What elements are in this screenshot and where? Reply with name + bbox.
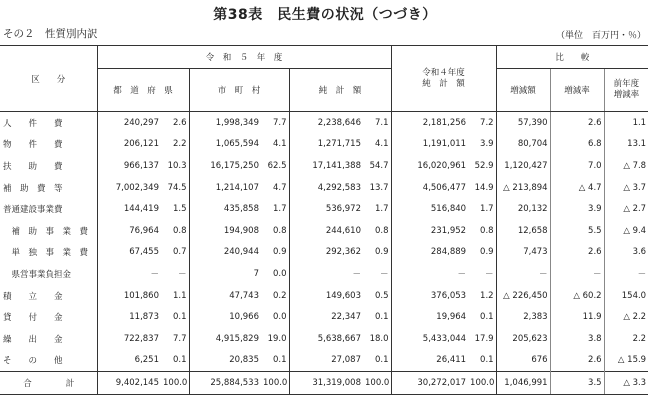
- cell-rate: 3.9: [550, 198, 604, 220]
- table-body: [0, 112, 648, 395]
- cell-net: 31,319,008: [289, 372, 363, 395]
- cell-muni-pct: 19.0: [261, 328, 289, 350]
- cell-r4-pct: 14.9: [468, 177, 496, 199]
- cell-r4-pct: 1.7: [468, 198, 496, 220]
- cell-r4-pct: 100.0: [468, 372, 496, 395]
- cell-diff: 676: [496, 350, 550, 372]
- cell-net-pct: 4.1: [363, 134, 391, 156]
- cell-net: 4,292,583: [317, 182, 361, 193]
- cell-rate: 11.9: [550, 306, 604, 328]
- cell-pref: 6,251: [134, 355, 159, 366]
- cell-diff: 57,390: [496, 112, 550, 134]
- cell-net-pct: 1.7: [363, 198, 391, 220]
- cell-pref: 101,860: [123, 290, 159, 301]
- cell-r4-pct: 52.9: [468, 155, 496, 177]
- cell-prev: 3.6: [632, 247, 647, 258]
- cell-r4-pct: 0.8: [468, 220, 496, 242]
- cell-pref-pct: 10.3: [161, 155, 189, 177]
- cell-muni-pct: 1.7: [261, 198, 289, 220]
- cell-rate: 7.0: [550, 155, 604, 177]
- cell-muni: 16,175,250: [210, 160, 259, 171]
- cell-prev: △ 15.9: [617, 355, 647, 366]
- cell-net: 149,603: [325, 290, 361, 301]
- cell-pref: 11,873: [129, 312, 159, 323]
- cell-diff: －: [496, 263, 550, 285]
- cell-pref-pct: 7.7: [161, 328, 189, 350]
- cell-net: 17,141,388: [312, 160, 361, 171]
- row-label: 補 助 費 等: [0, 177, 97, 199]
- cell-net-pct: 100.0: [363, 372, 391, 395]
- cell-muni: 10,966: [229, 312, 259, 323]
- cell-r4: 4,506,477: [422, 182, 467, 193]
- row-label: 人 件 費: [0, 112, 97, 134]
- cell-net: 536,972: [325, 204, 361, 215]
- cell-diff: 7,473: [496, 242, 550, 264]
- cell-muni: 240,944: [223, 247, 259, 258]
- cell-net: 5,638,667: [317, 333, 361, 344]
- cell-muni: 4,915,829: [215, 333, 259, 344]
- cell-r4-pct: －: [468, 263, 496, 285]
- cell-r4-pct: 3.9: [468, 134, 496, 156]
- cell-diff: 1,046,991: [496, 372, 550, 395]
- row-label: 県営事業負担金: [0, 263, 97, 285]
- table-row: [0, 285, 648, 307]
- cell-pref: 966,137: [123, 160, 159, 171]
- cell-pref: 144,419: [123, 204, 159, 215]
- cell-net-pct: 0.8: [363, 220, 391, 242]
- cell-muni-pct: 0.1: [261, 350, 289, 372]
- cell-net-pct: －: [363, 263, 391, 285]
- cell-r4: 26,411: [436, 355, 467, 366]
- table-title: 第38表 民生費の状況（つづき）: [213, 7, 437, 23]
- table-row: [0, 134, 648, 156]
- cell-net: 244,610: [325, 225, 361, 236]
- header-municipalities: 市 町 村: [189, 69, 289, 112]
- table-row: [0, 155, 648, 177]
- cell-muni: 25,884,533: [189, 372, 261, 395]
- cell-rate: －: [550, 263, 604, 285]
- cell-net: 2,238,646: [317, 117, 361, 128]
- cell-pref-pct: 2.6: [161, 112, 189, 134]
- cell-net-pct: 13.7: [363, 177, 391, 199]
- table-row: [0, 328, 648, 350]
- cell-pref: 7,002,349: [115, 182, 159, 193]
- cell-r4: 19,964: [436, 312, 467, 323]
- header-prev-rate-line1: 前年度: [613, 79, 640, 89]
- cell-prev: 2.2: [632, 333, 647, 344]
- row-label: 扶 助 費: [0, 155, 97, 177]
- cell-net-pct: 0.1: [363, 350, 391, 372]
- cell-muni: 47,743: [229, 290, 259, 301]
- cell-rate: △ 4.7: [550, 177, 604, 199]
- cell-r4: 16,020,961: [417, 160, 467, 171]
- header-r4-line2: 純 計 額: [422, 78, 465, 89]
- cell-prev: 1.1: [632, 117, 647, 128]
- cell-pref-pct: 2.2: [161, 134, 189, 156]
- row-label: 普通建設事業費: [0, 198, 97, 220]
- row-label: 物 件 費: [0, 134, 97, 156]
- cell-pref: 9,402,145: [97, 372, 161, 395]
- cell-net: －: [352, 269, 361, 280]
- header-comparison: 比 較: [496, 46, 648, 69]
- cell-pref: 67,455: [129, 247, 159, 258]
- row-label: 単 独 事 業 費: [0, 242, 97, 264]
- cell-pref: 206,121: [123, 139, 159, 150]
- header-r4-line1: 令和４年度: [422, 67, 465, 78]
- cell-muni-pct: 0.2: [261, 285, 289, 307]
- cell-rate: 2.6: [550, 242, 604, 264]
- row-label: 補 助 事 業 費: [0, 220, 97, 242]
- cell-muni-pct: 0.0: [261, 263, 289, 285]
- table-row: [0, 198, 648, 220]
- cell-r4: 1,191,011: [422, 139, 467, 150]
- cell-pref-pct: 1.1: [161, 285, 189, 307]
- cell-r4-pct: 0.9: [468, 242, 496, 264]
- cell-r4-pct: 0.1: [468, 350, 496, 372]
- cell-r4: 231,952: [430, 225, 467, 236]
- row-label: そ の 他: [0, 350, 97, 372]
- cell-r4: －: [457, 269, 467, 280]
- cell-net-pct: 0.9: [363, 242, 391, 264]
- cell-r4-pct: 7.2: [468, 112, 496, 134]
- header-prev-rate: [604, 69, 648, 112]
- table-row: [0, 177, 648, 199]
- cell-r4: 284,889: [430, 247, 467, 258]
- cell-muni-pct: 4.7: [261, 177, 289, 199]
- cell-rate: 5.5: [550, 220, 604, 242]
- cell-pref: 240,297: [123, 117, 159, 128]
- cell-r4: 2,181,256: [422, 117, 467, 128]
- row-label: 繰 出 金: [0, 328, 97, 350]
- table-row: [0, 112, 648, 134]
- cell-diff: 80,704: [496, 134, 550, 156]
- cell-net-pct: 54.7: [363, 155, 391, 177]
- cell-muni-pct: 0.9: [261, 242, 289, 264]
- cell-r4: 5,433,044: [422, 333, 467, 344]
- cell-net: 1,271,715: [317, 139, 361, 150]
- cell-r4-pct: 0.1: [468, 306, 496, 328]
- cell-prev: △ 3.7: [623, 182, 647, 193]
- cell-net: 292,362: [325, 247, 361, 258]
- row-label: 貸 付 金: [0, 306, 97, 328]
- expenditure-table: [0, 45, 648, 395]
- unit-note: （単位 百万円・％）: [555, 31, 646, 41]
- cell-net: 22,347: [331, 312, 361, 323]
- table-row: [0, 220, 648, 242]
- table-row: [0, 263, 648, 285]
- table-row: [0, 306, 648, 328]
- cell-pref-pct: 74.5: [161, 177, 189, 199]
- header-change-rate: 増減率: [550, 69, 604, 112]
- total-label: 合 計: [0, 372, 97, 395]
- cell-r4: 376,053: [430, 290, 467, 301]
- header-prev-rate-line2: 増減率: [613, 90, 640, 100]
- cell-diff: 2,383: [496, 306, 550, 328]
- cell-muni-pct: 0.0: [261, 306, 289, 328]
- cell-prev: －: [637, 269, 647, 280]
- cell-diff: 205,623: [496, 328, 550, 350]
- cell-pref: －: [150, 269, 159, 280]
- cell-pref-pct: 0.7: [161, 242, 189, 264]
- table-row: [0, 350, 648, 372]
- cell-muni: 7: [253, 268, 259, 279]
- table-row: [0, 242, 648, 264]
- cell-r4: 30,272,017: [391, 372, 468, 395]
- cell-muni-pct: 7.7: [261, 112, 289, 134]
- cell-net-pct: 0.1: [363, 306, 391, 328]
- cell-prev: △ 7.8: [623, 160, 647, 171]
- cell-pref-pct: 1.5: [161, 198, 189, 220]
- table-subtitle: その２ 性質別内訳: [3, 28, 98, 40]
- cell-prev: △ 3.3: [604, 372, 648, 395]
- cell-rate: 2.6: [550, 112, 604, 134]
- cell-muni: 1,214,107: [215, 182, 259, 193]
- cell-muni: 20,835: [229, 355, 259, 366]
- cell-rate: 2.6: [550, 350, 604, 372]
- cell-net-pct: 7.1: [363, 112, 391, 134]
- cell-pref-pct: 100.0: [161, 372, 189, 395]
- cell-muni-pct: 4.1: [261, 134, 289, 156]
- cell-net-pct: 18.0: [363, 328, 391, 350]
- cell-net-pct: 0.5: [363, 285, 391, 307]
- cell-muni-pct: 100.0: [261, 372, 289, 395]
- cell-prev: △ 2.2: [623, 312, 647, 323]
- cell-r4-pct: 1.2: [468, 285, 496, 307]
- cell-rate: 6.8: [550, 134, 604, 156]
- header-category: 区 分: [0, 46, 97, 112]
- cell-prev: △ 9.4: [623, 225, 647, 236]
- cell-prev: 154.0: [621, 290, 647, 301]
- cell-muni: 194,908: [223, 225, 259, 236]
- header-prefectures: 都 道 府 県: [97, 69, 189, 112]
- cell-r4-pct: 17.9: [468, 328, 496, 350]
- header-r5: 令 和 ５ 年 度: [97, 46, 391, 69]
- cell-r4: 516,840: [430, 204, 467, 215]
- cell-prev: 13.1: [627, 139, 647, 150]
- cell-diff: △ 213,894: [496, 177, 550, 199]
- total-row: [0, 372, 648, 395]
- cell-muni: 1,065,594: [215, 139, 259, 150]
- cell-rate: △ 60.2: [550, 285, 604, 307]
- cell-muni-pct: 0.8: [261, 220, 289, 242]
- table-header: [0, 46, 648, 112]
- header-change-amount: 増減額: [496, 69, 550, 112]
- cell-pref-pct: －: [161, 263, 189, 285]
- header-r4: [391, 46, 496, 112]
- cell-diff: △ 226,450: [496, 285, 550, 307]
- cell-muni: 435,858: [223, 204, 259, 215]
- cell-muni: 1,998,349: [215, 117, 259, 128]
- cell-rate: 3.8: [550, 328, 604, 350]
- cell-prev: △ 2.7: [623, 204, 647, 215]
- cell-diff: 12,658: [496, 220, 550, 242]
- cell-diff: 20,132: [496, 198, 550, 220]
- cell-pref: 76,964: [129, 225, 159, 236]
- cell-pref-pct: 0.1: [161, 350, 189, 372]
- header-net-total: 純 計 額: [289, 69, 391, 112]
- cell-rate: 3.5: [550, 372, 604, 395]
- cell-net: 27,087: [331, 355, 361, 366]
- cell-muni-pct: 62.5: [261, 155, 289, 177]
- cell-pref-pct: 0.8: [161, 220, 189, 242]
- cell-pref: 722,837: [123, 333, 159, 344]
- cell-diff: 1,120,427: [496, 155, 550, 177]
- row-label: 積 立 金: [0, 285, 97, 307]
- cell-pref-pct: 0.1: [161, 306, 189, 328]
